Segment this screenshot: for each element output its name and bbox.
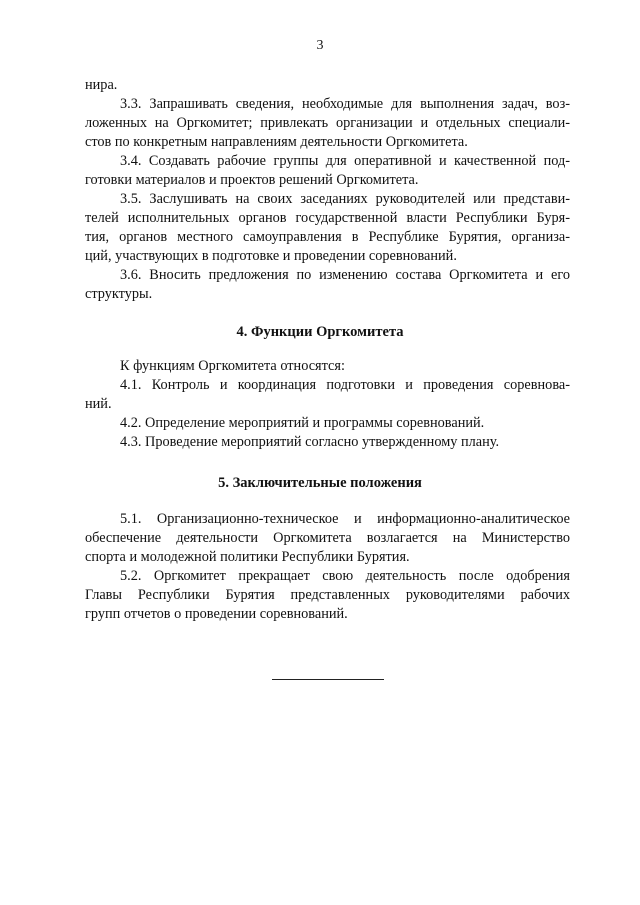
text-line: 4.2. Определение мероприятий и программы соревнований. [120,415,485,431]
text-line: структуры. [85,286,153,302]
page-number: 3 [316,38,324,53]
text-line: спорта и молодежной политики Республики Бурятия. [85,549,410,565]
text-line: нира. [85,77,118,93]
section-heading-4: 4. Функции Оргкомитета [236,324,404,340]
text-line: тия, органов местного самоуправления в Республике Бурятия, организа- [85,229,570,245]
end-divider [272,679,384,680]
text-line: ложенных на Оргкомитет; привлекать организации и отдельных специали- [85,115,570,131]
text-line: Главы Республики Бурятия представленных руководителями рабочих [85,587,570,603]
text-line: К функциям Оргкомитета относятся: [120,358,345,374]
text-line: 4.3. Проведение мероприятий согласно утвержденному плану. [120,434,500,450]
text-line: ний. [85,396,112,412]
text-line: 5.2. Оргкомитет прекращает свою деятельность после одобрения [120,568,570,584]
text-line: 3.3. Запрашивать сведения, необходимые для выполнения задач, воз- [120,96,570,112]
text-line: готовки материалов и проектов решений Оргкомитета. [85,172,419,188]
text-line: 3.5. Заслушивать на своих заседаниях руководителей или представи- [120,191,570,207]
text-line: 5.1. Организационно-техническое и информационно-аналитическое [120,511,570,527]
text-line: групп отчетов о проведении соревнований. [85,606,348,622]
text-line: ций, участвующих в подготовке и проведении соревнований. [85,248,457,264]
text-line: телей исполнительных органов государственной власти Республики Буря- [85,210,570,226]
text-line: стов по конкретным направлениям деятельности Оргкомитета. [85,134,468,150]
text-line: 3.6. Вносить предложения по изменению состава Оргкомитета и его [120,267,570,283]
text-line: обеспечение деятельности Оргкомитета возлагается на Министерство [85,530,570,546]
section-heading-5: 5. Заключительные положения [218,475,422,491]
text-line: 3.4. Создавать рабочие группы для оперативной и качественной под- [120,153,570,169]
text-line: 4.1. Контроль и координация подготовки и проведения соревнова- [120,377,570,393]
